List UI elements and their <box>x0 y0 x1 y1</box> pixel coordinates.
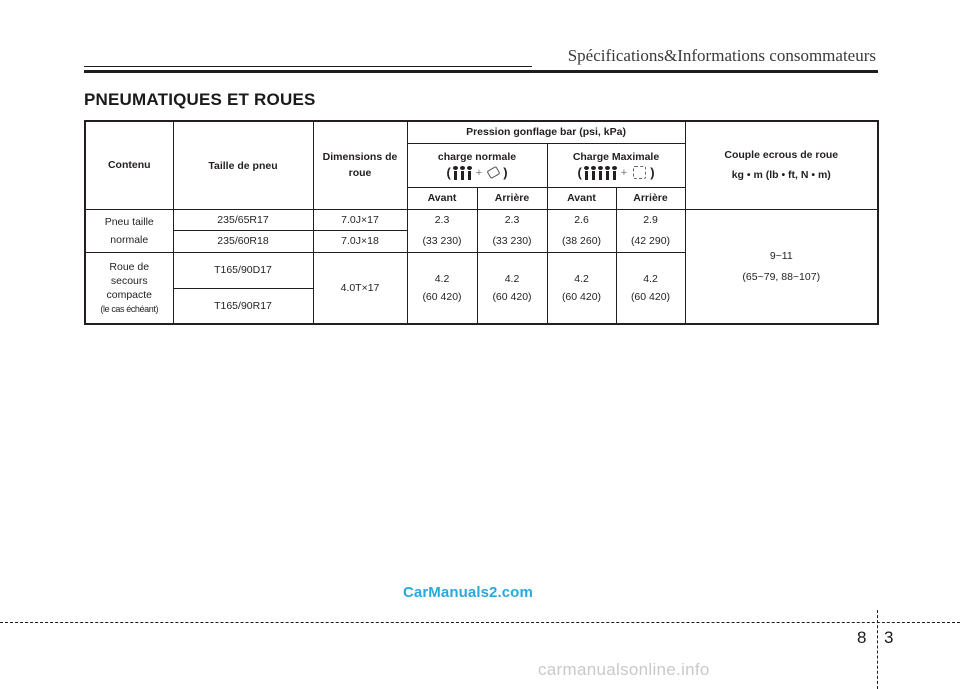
pressure-cell: (33 230) <box>407 230 477 252</box>
section-title: PNEUMATIQUES ET ROUES <box>84 90 316 109</box>
taille-cell: T165/90R17 <box>173 288 313 324</box>
sub-max-avant: Avant <box>547 187 616 209</box>
couple-value-cell <box>685 209 878 324</box>
page-chapter: 8 <box>857 628 867 647</box>
couple-title: Couple ecrous de roue <box>724 149 839 162</box>
pressure-bar: 4.2 <box>574 272 589 285</box>
table-row <box>85 209 878 230</box>
pressure-cell: 2.6 <box>547 209 616 230</box>
contenu-text: compacte <box>106 288 153 301</box>
taille-cell: 235/60R18 <box>173 230 313 252</box>
contenu-note: (le cas échéant) <box>100 303 159 314</box>
contenu-text: secours <box>110 274 148 287</box>
pressure-cell: (38 260) <box>547 230 616 252</box>
pressure-cell: 2.9 <box>616 209 685 230</box>
row-contenu-pneu <box>85 209 173 252</box>
row-contenu-secours <box>85 252 173 324</box>
contenu-text: normale <box>110 233 149 246</box>
pressure-psi-kpa: (60 420) <box>561 290 602 303</box>
header-dimensions: Dimensions de roue <box>313 121 407 209</box>
couple-value-units: (65~79, 88~107) <box>742 270 821 283</box>
pressure-cell: (33 230) <box>477 230 547 252</box>
pressure-psi-kpa: (60 420) <box>630 290 671 303</box>
footer-page-divider <box>877 610 878 689</box>
pressure-bar: 4.2 <box>643 272 658 285</box>
pressure-cell <box>547 252 616 324</box>
dimensions-cell: 4.0T×17 <box>313 252 407 324</box>
pressure-bar: 4.2 <box>434 272 450 285</box>
pressure-cell: 2.3 <box>477 209 547 230</box>
pressure-cell <box>407 252 477 324</box>
sub-max-arriere: Arrière <box>616 187 685 209</box>
contenu-text: Pneu taille <box>104 215 154 228</box>
taille-cell: T165/90D17 <box>173 252 313 288</box>
pressure-bar: 4.2 <box>504 272 520 285</box>
watermark-bottom: carmanualsonline.info <box>538 660 710 679</box>
header-rule-thin <box>84 66 532 67</box>
header-title: Spécifications&Informations consommateurs <box>567 46 876 65</box>
page-number: 3 <box>884 628 894 647</box>
header-rule <box>84 70 878 73</box>
pressure-cell <box>616 252 685 324</box>
pressure-cell: 2.3 <box>407 209 477 230</box>
pressure-psi-kpa: (60 420) <box>422 290 462 303</box>
pressure-cell <box>477 252 547 324</box>
charge-max-label: Charge Maximale <box>572 150 660 163</box>
header-contenu: Contenu <box>85 121 173 209</box>
watermark-logo[interactable]: CarManuals2.com <box>403 584 533 601</box>
footer-rule <box>0 622 960 623</box>
dimensions-cell: 7.0J×17 <box>313 209 407 230</box>
header-taille: Taille de pneu <box>173 121 313 209</box>
couple-units: kg • m (lb • ft, N • m) <box>731 169 831 182</box>
five-passengers-plus-luggage-icon: ( + ) <box>577 164 655 180</box>
header-pression: Pression gonflage bar (psi, kPa) <box>407 121 685 143</box>
couple-value: 9~11 <box>769 249 793 262</box>
header-couple <box>685 121 878 209</box>
pressure-psi-kpa: (60 420) <box>492 290 532 303</box>
three-passengers-plus-luggage-icon: ( + ) <box>446 164 508 180</box>
dimensions-cell: 7.0J×18 <box>313 230 407 252</box>
pressure-cell: (42 290) <box>616 230 685 252</box>
header-charge-max <box>547 143 685 187</box>
tire-specs-table <box>84 120 879 325</box>
contenu-text: Roue de <box>109 260 150 273</box>
sub-normal-arriere: Arrière <box>477 187 547 209</box>
taille-cell: 235/65R17 <box>173 209 313 230</box>
sub-normal-avant: Avant <box>407 187 477 209</box>
header-charge-normale <box>407 143 547 187</box>
charge-normale-label: charge normale <box>437 150 517 163</box>
